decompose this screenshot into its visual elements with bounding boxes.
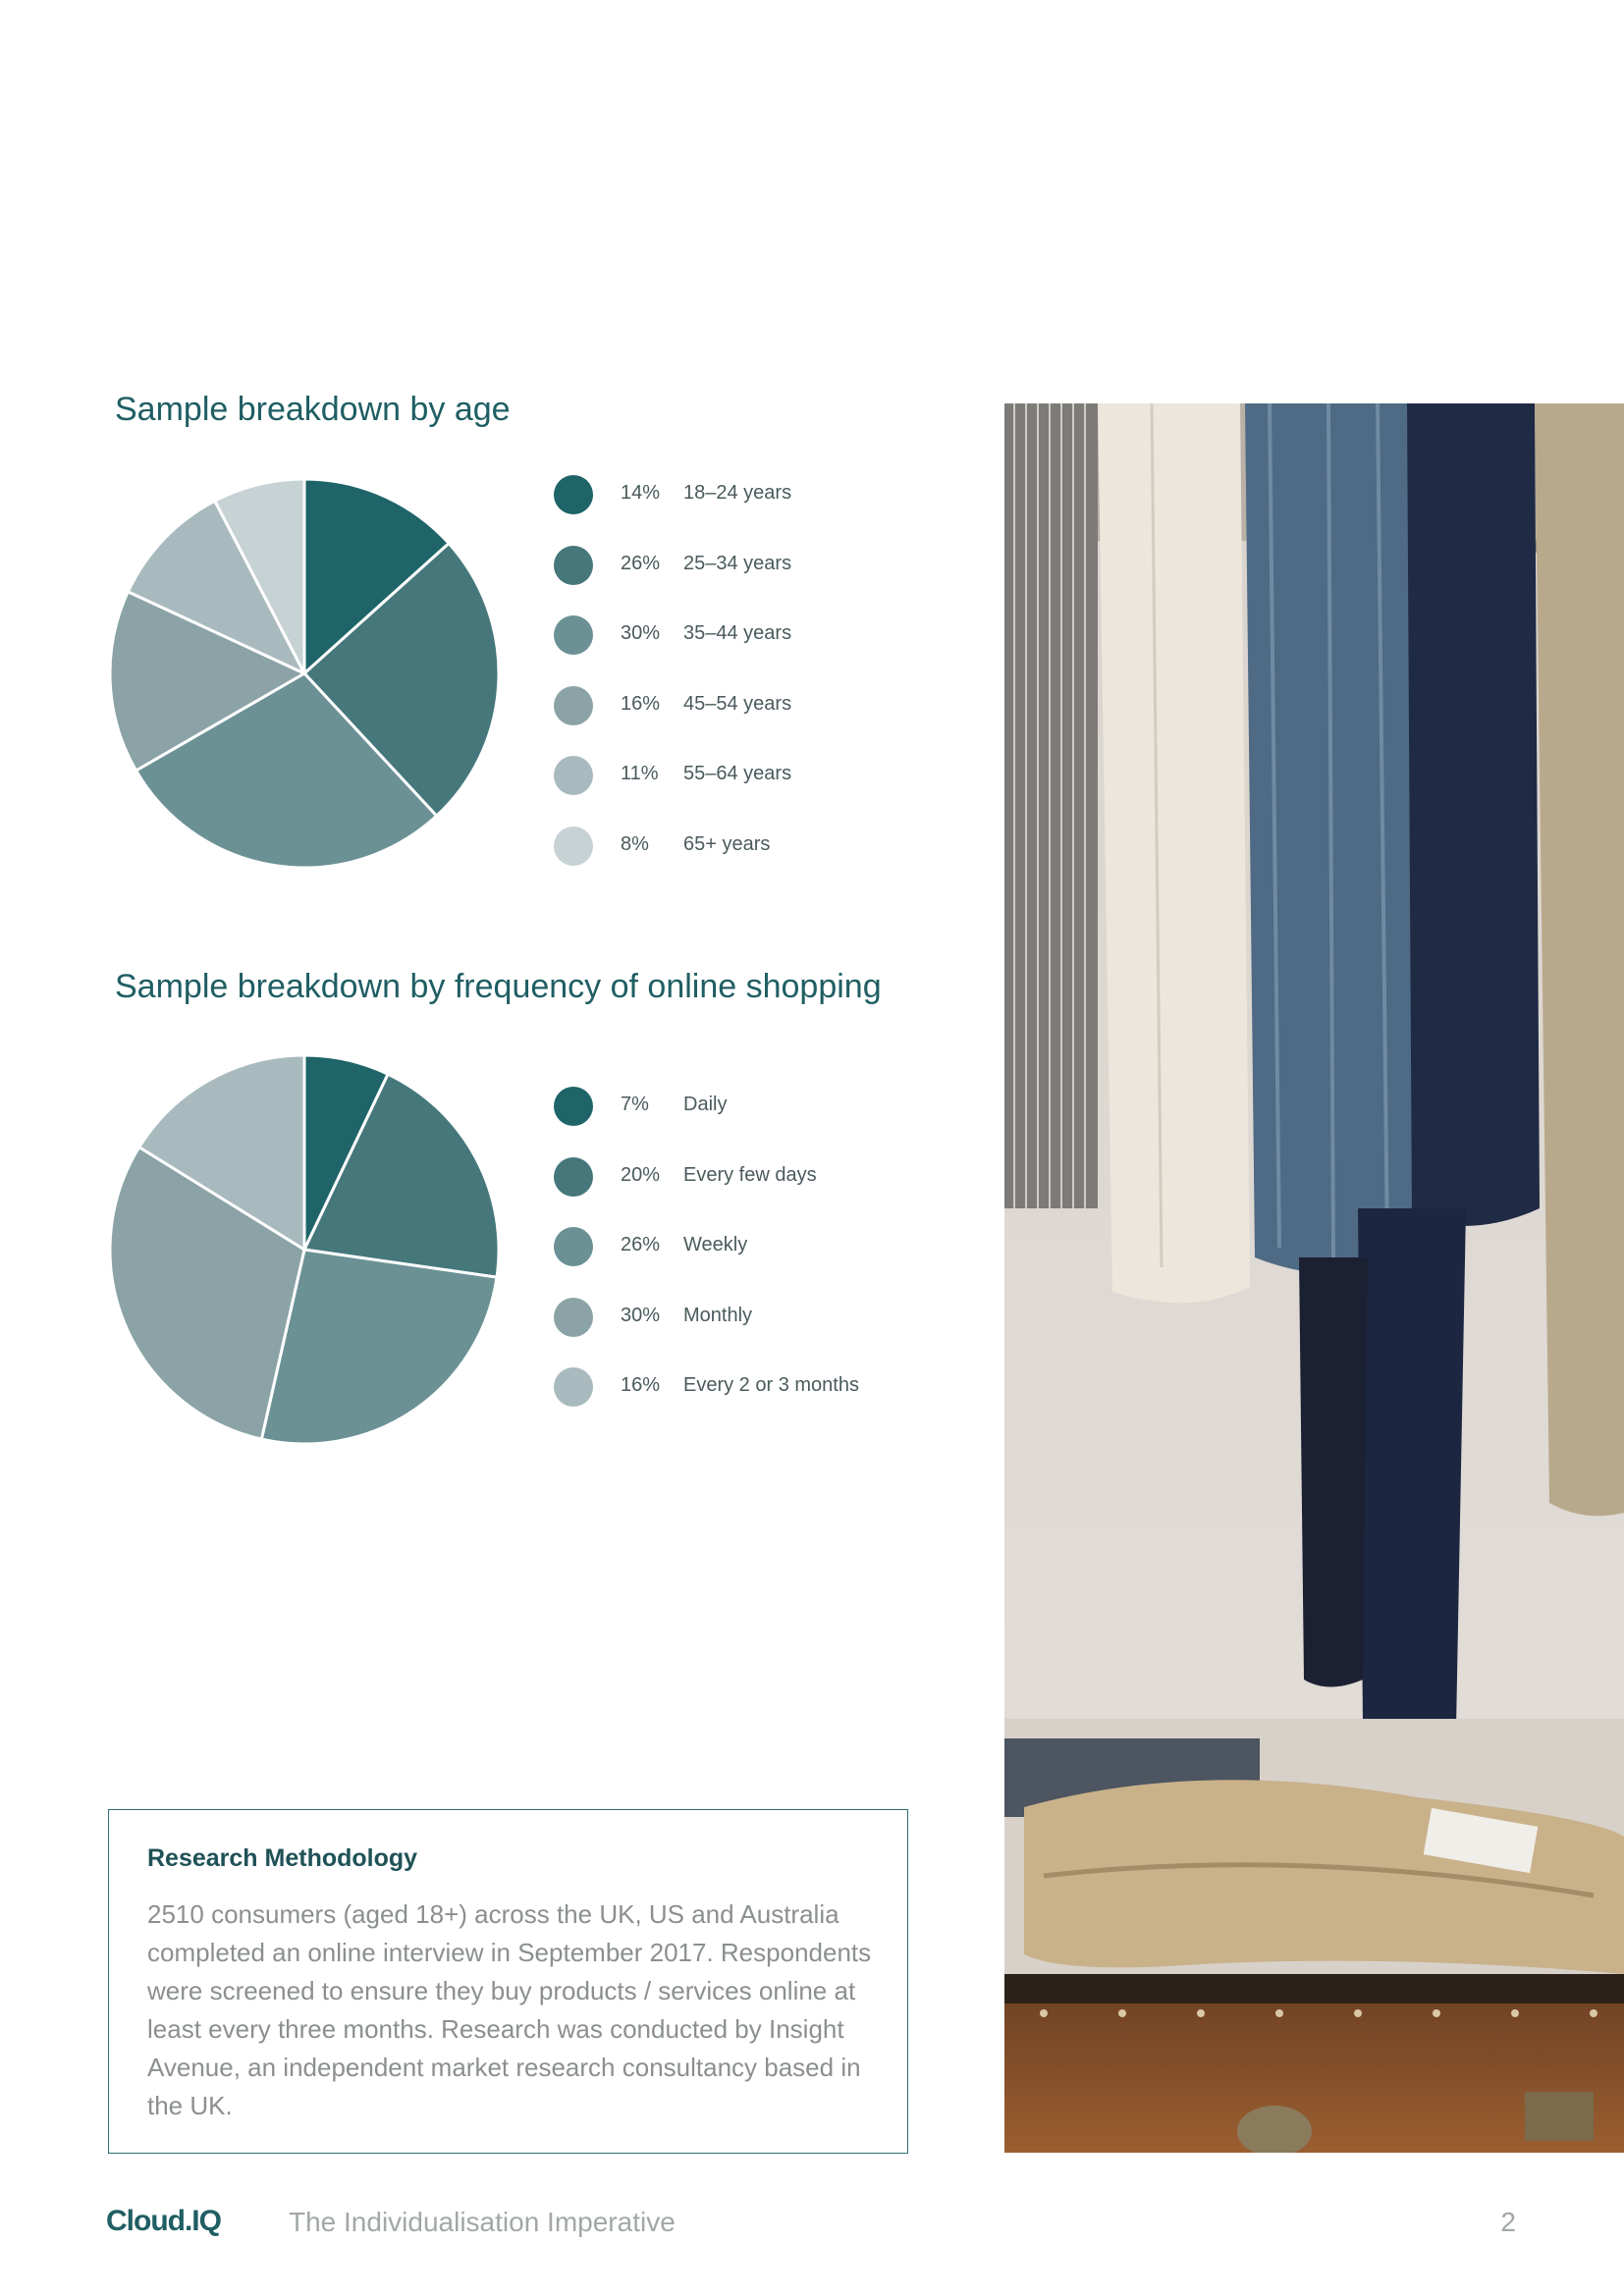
legend-percentage: 30% — [621, 622, 661, 644]
frequency-chart-title: Sample breakdown by frequency of online shopping — [115, 968, 882, 1005]
legend-percentage: 26% — [621, 552, 661, 574]
legend-label: Weekly — [683, 1234, 748, 1255]
legend-percentage: 8% — [621, 832, 649, 855]
legend-swatch — [554, 1367, 593, 1407]
legend-label: 18–24 years — [683, 482, 792, 504]
legend-swatch — [554, 546, 593, 585]
legend-label: Every few days — [683, 1163, 817, 1186]
methodology-body: 2510 consumers (aged 18+) across the UK, US and Australia completed an online interview in September 2017. Respondents were screened to ensure they buy products / services online at least every three months. Research was conducted by Insight Avenue, an independent market research consultancy based in the UK. — [147, 1899, 872, 2120]
clothes-rack-illustration — [1004, 403, 1624, 2153]
age-chart-title: Sample breakdown by age — [115, 391, 511, 428]
legend-label: Every 2 or 3 months — [683, 1374, 859, 1396]
frequency-pie-chart — [106, 1051, 503, 1448]
document-title: The Individualisation Imperative — [289, 2207, 676, 2237]
legend-swatch — [554, 1157, 593, 1197]
legend-label: 25–34 years — [683, 552, 792, 574]
legend-percentage: 30% — [621, 1304, 661, 1326]
legend-swatch — [554, 1087, 593, 1126]
legend-percentage: 26% — [621, 1234, 661, 1255]
age-pie-chart — [106, 475, 503, 872]
legend-label: 35–44 years — [683, 622, 792, 644]
legend-swatch — [554, 827, 593, 866]
legend-label: Daily — [683, 1094, 728, 1115]
legend-percentage: 16% — [621, 692, 661, 715]
legend-swatch — [554, 686, 593, 725]
legend-swatch — [554, 475, 593, 514]
legend-swatch — [554, 1227, 593, 1266]
methodology-title: Research Methodology — [147, 1844, 418, 1872]
legend-percentage: 20% — [621, 1163, 661, 1186]
legend-label: 65+ years — [683, 832, 771, 855]
legend-swatch — [554, 756, 593, 795]
legend-percentage: 7% — [621, 1094, 649, 1115]
legend-percentage: 11% — [621, 763, 659, 784]
legend-swatch — [554, 615, 593, 655]
legend-label: 45–54 years — [683, 692, 792, 715]
legend-percentage: 16% — [621, 1374, 661, 1396]
research-methodology-box — [108, 1809, 908, 2154]
legend-label: Monthly — [683, 1304, 753, 1326]
legend-swatch — [554, 1298, 593, 1337]
clothes-rack-photo — [1004, 403, 1624, 2153]
page-number: 2 — [1500, 2207, 1516, 2237]
cloudiq-logo: Cloud.IQ — [106, 2205, 221, 2237]
legend-label: 55–64 years — [683, 763, 792, 784]
legend-percentage: 14% — [621, 482, 661, 504]
